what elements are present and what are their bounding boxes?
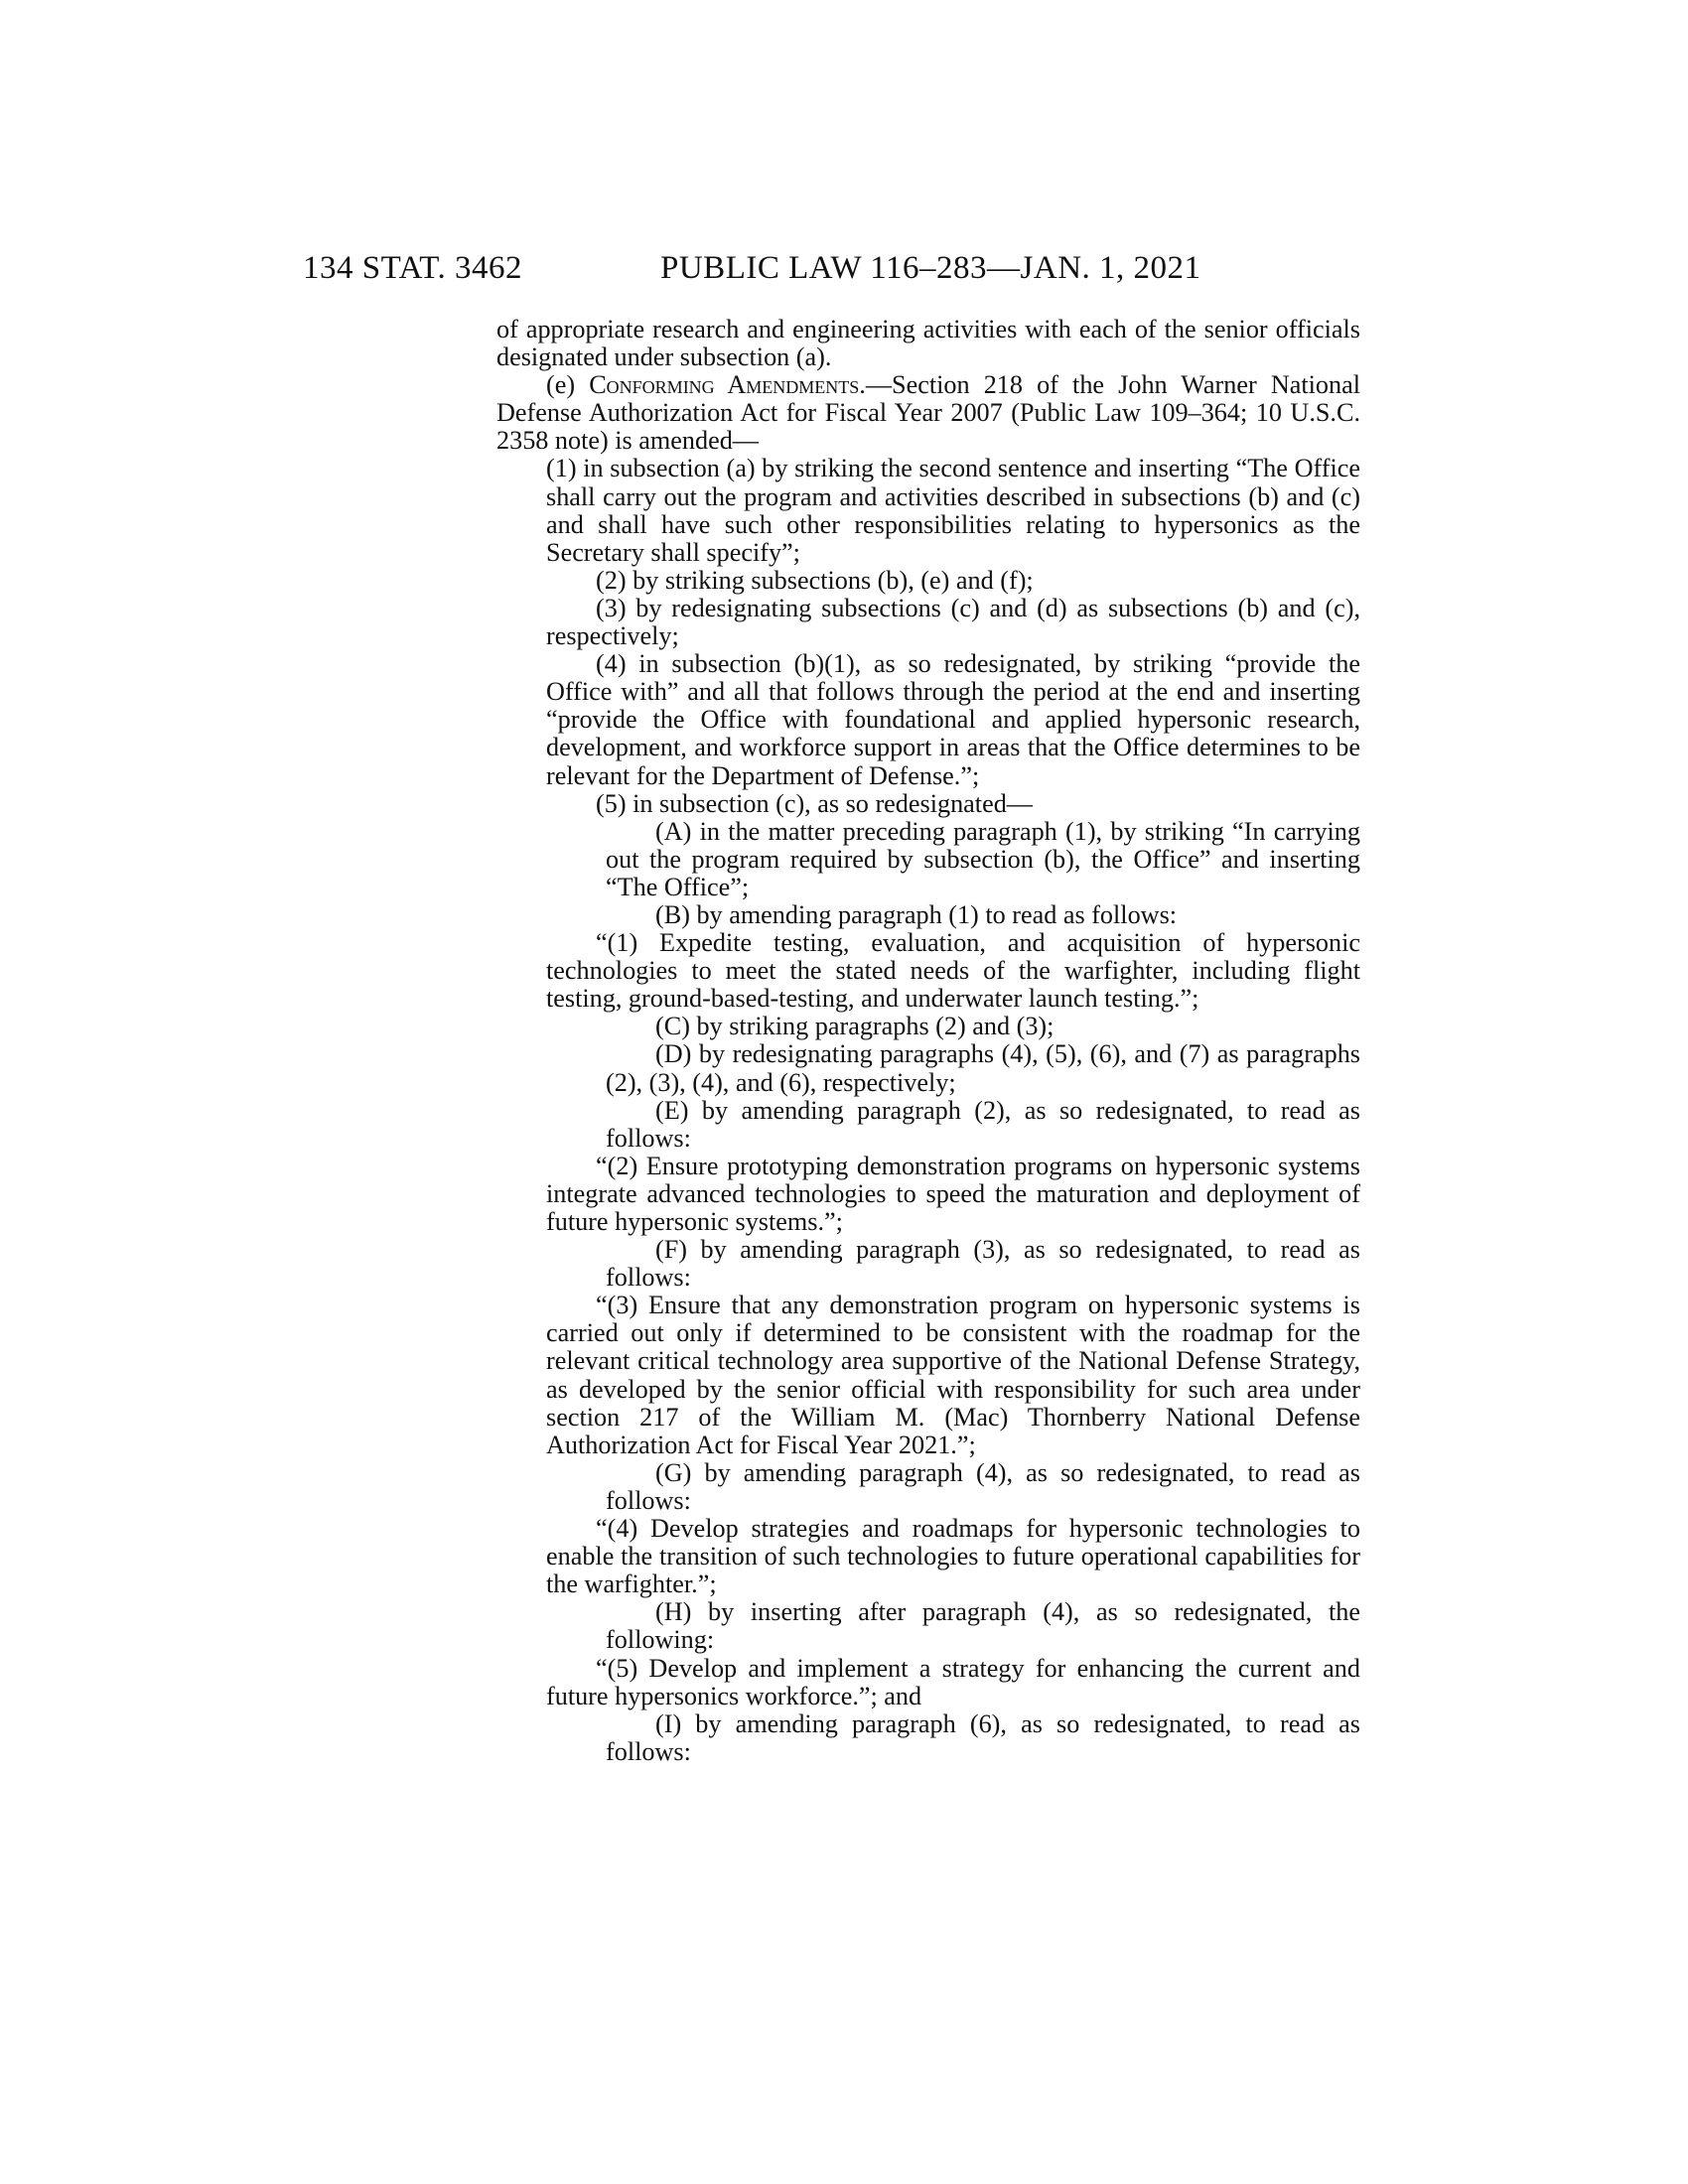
quoted-paragraph-4: “(4) Develop strategies and roadmaps for hypersonic technologies to enable the transition of such technologies to future operational capabilities for the warfighter.”;	[546, 1514, 1360, 1599]
quoted-paragraph-2: “(2) Ensure prototyping demonstration programs on hypersonic systems integrate advanced technologies to speed the maturation and deployment of future hypersonic systems.”;	[546, 1151, 1360, 1236]
paragraph-item-5d: (D) by redesignating paragraphs (4), (5), (6), and (7) as paragraphs (2), (3), (4), and (6), respectively;	[606, 1039, 1360, 1097]
paragraph-item-5e: (E) by amending paragraph (2), as so redesignated, to read as follows:	[606, 1095, 1360, 1153]
paragraph-subsection-e	[496, 371, 1360, 455]
paragraph-item-5f: (F) by amending paragraph (3), as so redesignated, to read as follows:	[606, 1235, 1360, 1293]
subsection-e-text: Section 218 of the John Warner National Defense Authorization Act for Fiscal Year 2007 (Public Law 109–364; 10 U.S.C. 2358 note) is amended—	[496, 370, 1360, 456]
subsection-label: (e)	[546, 370, 590, 400]
paragraph-item-4: (4) in subsection (b)(1), as so redesignated, by striking “provide the Office with” and all that follows through the period at the end and inserting “provide the Office with foundational and applied hypersonic research, development, and workforce support in areas that the Office determines to be relevant for the Department of Defense.”;	[546, 649, 1360, 790]
stat-page-reference: 134 STAT. 3462	[303, 250, 523, 286]
paragraph-continuation: of appropriate research and engineering activities with each of the senior officials designated under subsection (a).	[496, 315, 1360, 372]
paragraph-item-5i: (I) by amending paragraph (6), as so redesignated, to read as follows:	[606, 1708, 1360, 1766]
paragraph-item-1: (1) in subsection (a) by striking the second sentence and inserting “The Office shall carry out the program and activities described in subsections (b) and (c) and shall have such other responsibilities relating to hypersonics as the Secretary shall specify”;	[546, 454, 1360, 567]
paragraph-item-5b: (B) by amending paragraph (1) to read as follows:	[655, 899, 1178, 929]
paragraph-item-2: (2) by striking subsections (b), (e) and (f);	[596, 565, 1034, 595]
paragraph-item-5g: (G) by amending paragraph (4), as so redesignated, to read as follows:	[606, 1457, 1360, 1515]
quoted-paragraph-3: “(3) Ensure that any demonstration program on hypersonic systems is carried out only if determined to be consistent with the roadmap for the relevant critical technology area supportive of the National Defense Strategy, as developed by the senior official with responsibility for such area under section 217 of the William M. (Mac) Thornberry National Defense Authorization Act for Fiscal Year 2021.”;	[546, 1291, 1360, 1459]
public-law-running-head: PUBLIC LAW 116–283—JAN. 1, 2021	[660, 250, 1201, 286]
law-text-body	[496, 316, 1360, 1766]
paragraph-item-5a: (A) in the matter preceding paragraph (1), by striking “In carrying out the program required by subsection (b), the Office” and inserting “The Office”;	[606, 816, 1360, 901]
section-heading: Conforming Amendments.—	[589, 370, 893, 400]
quoted-paragraph-1: “(1) Expedite testing, evaluation, and acquisition of hypersonic technologies to meet the stated needs of the warfighter, including flight testing, ground-based-testing, and underwater launch testing.”;	[546, 928, 1360, 1014]
paragraph-item-5h: (H) by inserting after paragraph (4), as so redesignated, the following:	[606, 1597, 1360, 1655]
quoted-paragraph-5: “(5) Develop and implement a strategy for enhancing the current and future hypersonics workforce.”; and	[546, 1653, 1360, 1710]
paragraph-item-3: (3) by redesignating subsections (c) and (d) as subsections (b) and (c), respectively;	[546, 593, 1360, 651]
paragraph-item-5: (5) in subsection (c), as so redesignated—	[596, 788, 1033, 818]
paragraph-item-5c: (C) by striking paragraphs (2) and (3);	[655, 1012, 1055, 1041]
